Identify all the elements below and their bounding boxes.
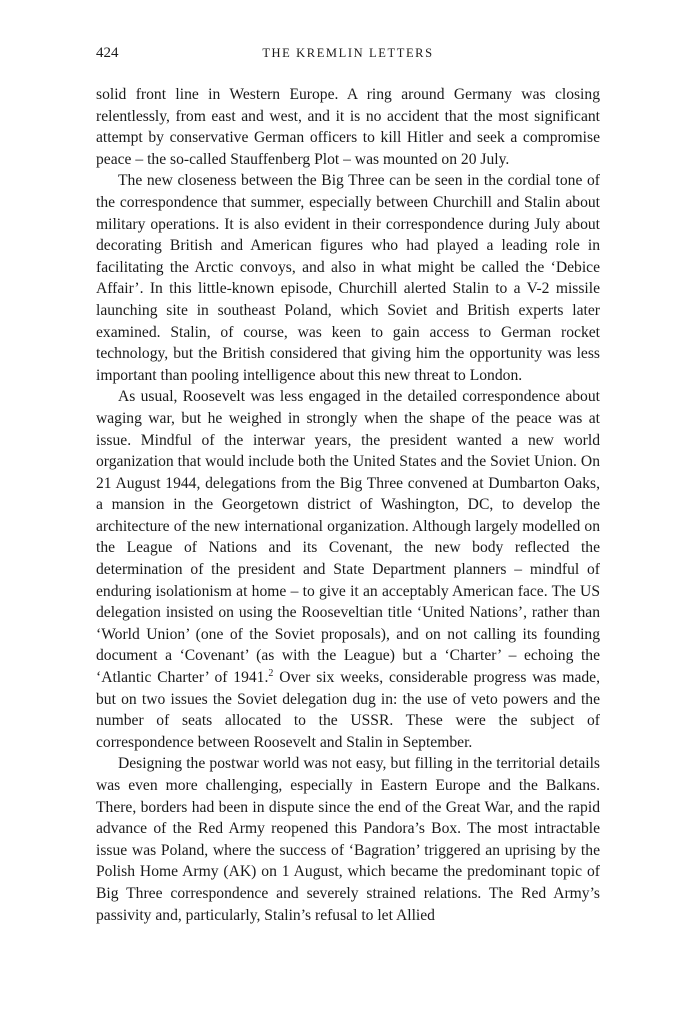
running-head bbox=[96, 43, 600, 63]
paragraph-text: Over six weeks, considerable progress was made, but on two issues the Soviet delegation dug in: the use of veto powers and the number of seats allocated to the USSR. These were the subject of correspondence between Roosevelt and Stalin in September. bbox=[96, 669, 600, 751]
paragraph bbox=[96, 386, 600, 753]
footnote-reference[interactable]: 2 bbox=[268, 667, 274, 679]
paragraph-text: As usual, Roosevelt was less engaged in the detailed correspondence about waging war, but he weighed in strongly when the shape of the peace was at issue. Mindful of the interwar years, the president wanted a new world organization that would include both the United States and the Soviet Union. On 21 August 1944, delegations from the Big Three convened at Dumbarton Oaks, a mansion in the Georgetown district of Washington, DC, to develop the architecture of the new international organization. Although largely modelled on the League of Nations and its Covenant, the new body reflected the determination of the president and State Department planners – mindful of enduring isolationism at home – to give it an acceptably American face. The US delegation insisted on using the Rooseveltian title ‘United Nations’, rather than ‘World Union’ (one of the Soviet proposals), and on not calling its founding document a ‘Covenant’ (as with the League) but a ‘Charter’ – echoing the ‘Atlantic Charter’ of 1941. bbox=[96, 388, 600, 687]
paragraph: Designing the postwar world was not easy, but filling in the territorial details was even more challenging, especially in Eastern Europe and the Balkans. There, borders had been in dispute since the end of the Great War, and the rapid advance of the Red Army reopened this Pandora’s Box. The most intractable issue was Poland, where the success of ‘Bagration’ triggered an uprising by the Polish Home Army (AK) on 1 August, which became the predominant topic of Big Three correspondence and severely strained relations. The Red Army’s passivity and, particularly, Stalin’s refusal to let Allied bbox=[96, 755, 600, 924]
paragraph: The new closeness between the Big Three can be seen in the cordial tone of the correspondence that summer, especially between Churchill and Stalin about military operations. It is also evident in their correspondence during July about decorating British and American figures who had played a leading role in facilitating the Arctic convoys, and also in what might be called the ‘Debice Affair’. In this little-known episode, Churchill alerted Stalin to a V-2 missile launching site in southeast Poland, which Soviet and British experts later examined. Stalin, of course, was keen to gain access to German rocket technology, but the British considered that giving him the opportunity was less important than pooling intelligence about this new threat to London. bbox=[96, 172, 600, 384]
body-text bbox=[96, 84, 600, 926]
page-number: 424 bbox=[96, 45, 119, 61]
paragraph: solid front line in Western Europe. A ring around Germany was closing relentlessly, from east and west, and it is no accident that the most significant attempt by conservative German officers to kill Hitler and seek a compromise peace – the so-called Stauffenberg Plot – was mounted on 20 July. bbox=[96, 86, 600, 168]
running-title: THE KREMLIN LETTERS bbox=[262, 46, 434, 60]
